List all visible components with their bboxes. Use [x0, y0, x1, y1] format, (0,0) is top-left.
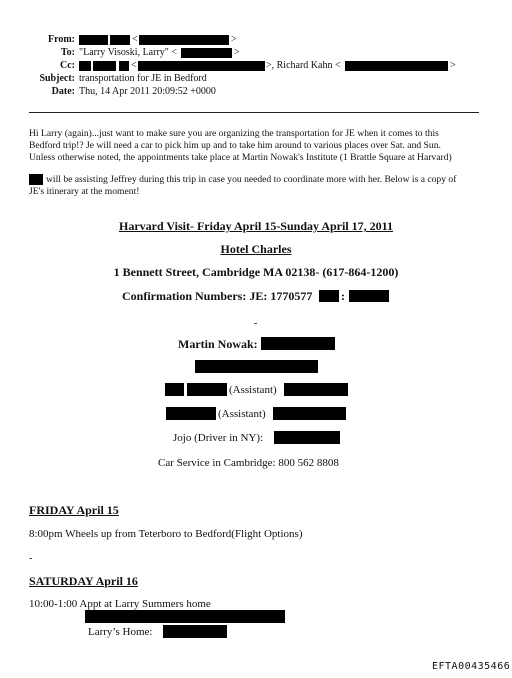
date-label: Date: [51, 86, 75, 97]
redaction [345, 61, 448, 71]
driver-label: Jojo (Driver in NY): [173, 432, 264, 444]
redaction [274, 431, 340, 444]
redaction [138, 61, 265, 71]
redaction [110, 35, 130, 45]
separator-dash: - [29, 553, 33, 564]
subject-value: transportation for JE in Bedford [79, 73, 207, 84]
redaction [284, 383, 348, 396]
cc-tail: >, Richard Kahn < [266, 60, 341, 71]
document-id: EFTA00435466 [432, 661, 511, 672]
redaction [166, 407, 216, 420]
body-line: JE's itinerary at the moment! [29, 186, 140, 197]
subject-label: Subject: [39, 73, 75, 84]
saturday-heading: SATURDAY April 16 [29, 574, 138, 588]
cc-label: Cc: [60, 60, 75, 71]
redaction [273, 407, 346, 420]
confirmation-colon: : [341, 289, 345, 303]
body-line: will be assisting Jeffrey during this trip in case you needed to coordinate more with her. Below is a copy of [46, 174, 457, 185]
hotel-name: Hotel Charles [220, 242, 292, 256]
assistant-label: (Assistant) [229, 384, 277, 396]
redaction [119, 61, 129, 71]
from-label: From: [47, 34, 75, 45]
car-service: Car Service in Cambridge: 800 562 8808 [158, 457, 339, 469]
saturday-item: 10:00-1:00 Appt at Larry Summers home [29, 598, 211, 610]
redaction [349, 290, 389, 302]
date-value: Thu, 14 Apr 2011 20:09:52 +0000 [79, 86, 216, 97]
cc-bracket-close: > [450, 60, 456, 71]
redaction [187, 383, 227, 396]
friday-heading: FRIDAY April 15 [29, 503, 119, 517]
nowak-label: Martin Nowak: [178, 337, 258, 351]
to-bracket-close: > [234, 47, 240, 58]
redaction [165, 383, 184, 396]
body-line: Unless otherwise noted, the appointments take place at Martin Nowak's Institute (1 Brattle Square at Harvard) [29, 152, 452, 163]
redaction [163, 625, 227, 638]
redaction [195, 360, 318, 373]
to-label: To: [60, 47, 75, 58]
confirmation-numbers: Confirmation Numbers: JE: 1770577 [122, 289, 313, 303]
redaction [79, 35, 108, 45]
hotel-address: 1 Bennett Street, Cambridge MA 02138- (617-864-1200) [113, 265, 399, 279]
body-line: Hi Larry (again)...just want to make sure you are organizing the transportation for JE when it comes to this [29, 128, 439, 139]
redaction [139, 35, 229, 45]
assistant-label: (Assistant) [218, 408, 266, 420]
redaction [79, 61, 91, 71]
redaction [319, 290, 339, 302]
redaction [261, 337, 335, 350]
to-value: "Larry Visoski, Larry" < [79, 47, 177, 58]
redaction [85, 610, 285, 623]
friday-item: 8:00pm Wheels up from Teterboro to Bedford(Flight Options) [29, 528, 303, 540]
redaction [93, 61, 116, 71]
separator-dash: - [254, 318, 258, 329]
larrys-home-label: Larry’s Home: [88, 626, 153, 638]
redaction [181, 48, 232, 58]
from-bracket: < [132, 34, 138, 45]
itinerary-title: Harvard Visit- Friday April 15-Sunday April 17, 2011 [118, 219, 394, 233]
cc-bracket: < [131, 60, 137, 71]
redaction [29, 174, 43, 185]
body-line: Bedford trip!? Je will need a car to pick him up and to take him around to various places over Sat. and Sun. [29, 140, 441, 151]
from-bracket-close: > [231, 34, 237, 45]
header-divider [29, 112, 479, 113]
